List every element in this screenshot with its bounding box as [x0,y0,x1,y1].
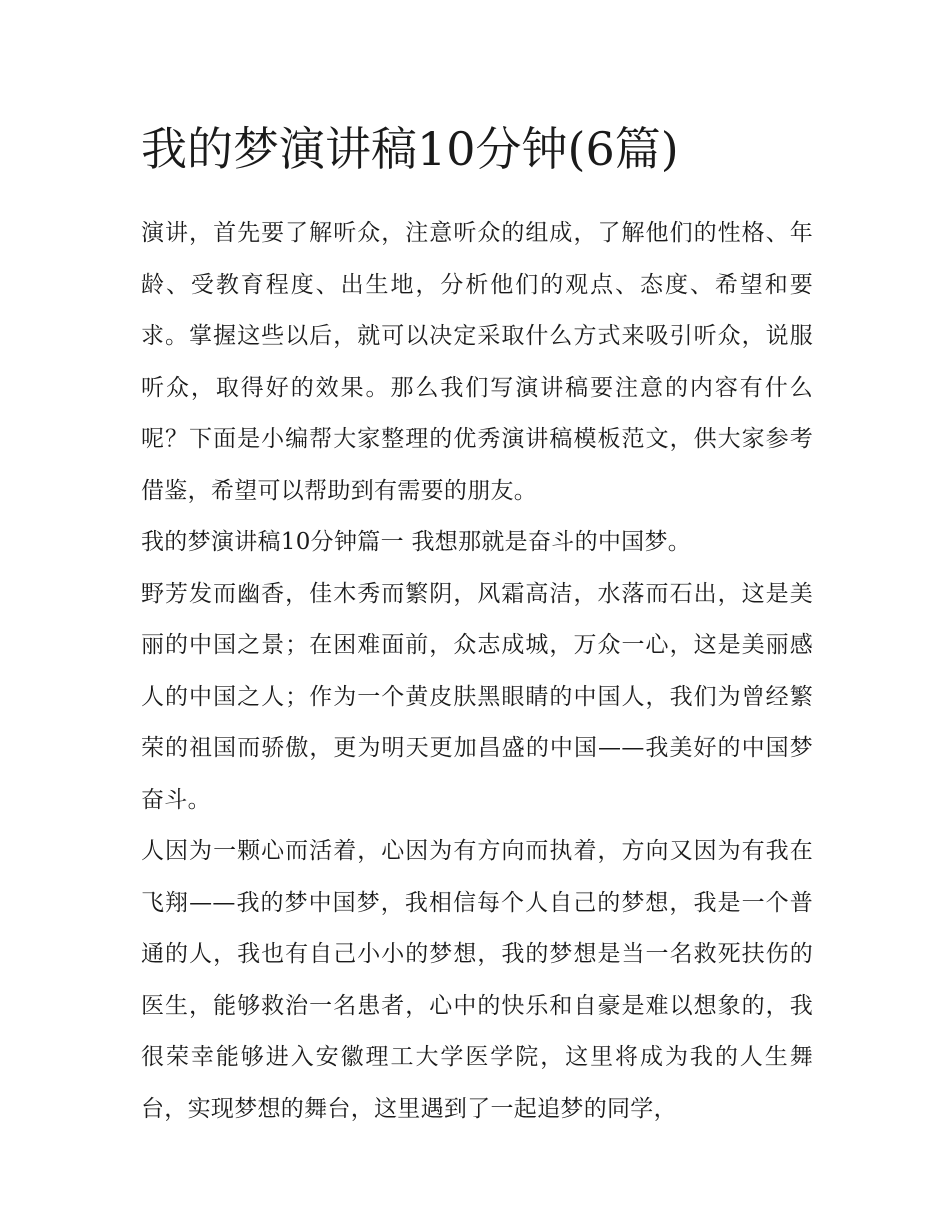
section-heading-paragraph: 我的梦演讲稿10分钟篇一 我想那就是奋斗的中国梦。 [141,529,692,555]
document-page [141,118,813,1135]
body-paragraph-1: 野芳发而幽香，佳木秀而繁阴，风霜高洁，水落而石出，这是美丽的中国之景；在困难面前，众志成城，万众一心，这是美丽感人的中国之人；作为一个黄皮肤黑眼睛的中国人，我们为曾经繁荣的祖国而骄傲，更为明天更加昌盛的中国——我美好的中国梦奋斗。 [141,580,813,813]
document-title: 我的梦演讲稿10分钟(6篇) [141,122,679,176]
body-paragraph-2: 人因为一颗心而活着，心因为有方向而执着，方向又因为有我在飞翔——我的梦中国梦，我相信每个人自己的梦想，我是一个普通的人，我也有自己小小的梦想，我的梦想是当一名救死扶伤的医生，能够救治一名患者，心中的快乐和自豪是难以想象的，我很荣幸能够进入安徽理工大学医学院，这里将成为我的人生舞台，实现梦想的舞台，这里遇到了一起追梦的同学， [141,838,813,1122]
intro-paragraph: 演讲，首先要了解听众，注意听众的组成，了解他们的性格、年龄、受教育程度、出生地，分析他们的观点、态度、希望和要求。掌握这些以后，就可以决定采取什么方式来吸引听众，说服听众，取得好的效果。那么我们写演讲稿要注意的内容有什么呢？下面是小编帮大家整理的优秀演讲稿模板范文，供大家参考借鉴，希望可以帮助到有需要的朋友。 [141,220,813,504]
